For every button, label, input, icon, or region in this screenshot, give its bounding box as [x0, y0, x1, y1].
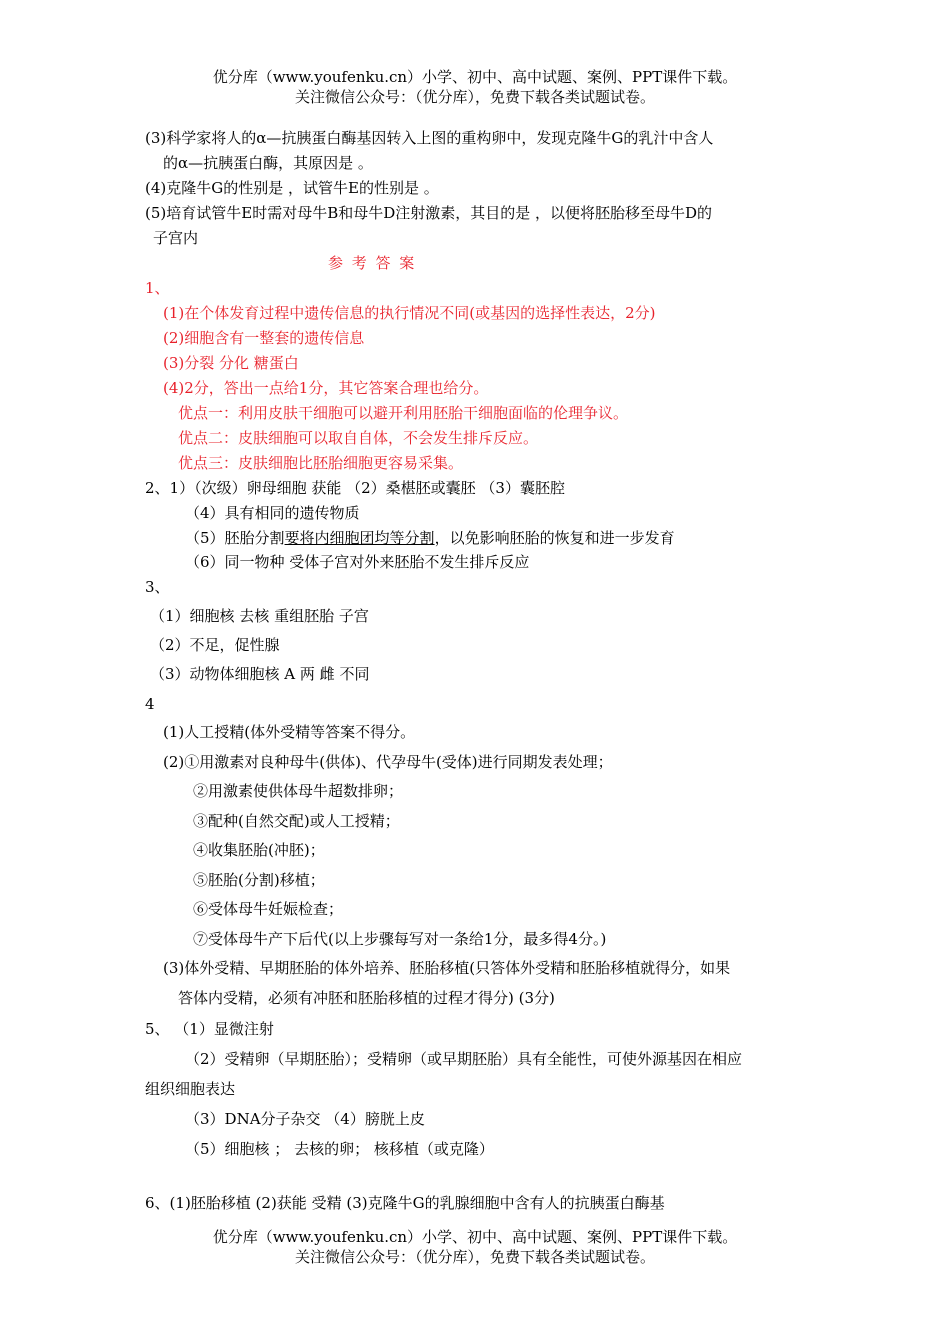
- header-line-2: 关注微信公众号：（优分库），免费下载各类试题试卷。: [294, 88, 655, 106]
- answer-4-part-1: (1)人工授精(体外受精等答案不得分。: [163, 723, 416, 741]
- footer-line-2: 关注微信公众号：（优分库），免费下载各类试题试卷。: [294, 1248, 655, 1266]
- answer-4-step-3: ③配种(自然交配)或人工授精；: [193, 812, 400, 830]
- answer-2-underlined-text: 要将内细胞团均等分割: [284, 529, 435, 547]
- answer-6-line-1: 6、(1)胚胎移植 (2)获能 受精 (3)克隆牛G的乳腺细胞中含有人的抗胰蛋白酶基: [145, 1194, 665, 1212]
- answer-4-step-6: ⑥受体母牛妊娠检查；: [193, 900, 344, 918]
- answer-4-step-5: ⑤胚胎(分割)移植；: [193, 871, 325, 889]
- answer-4-step-4: ④收集胚胎(冲胚)；: [193, 841, 325, 859]
- question-5-line-2: 子宫内: [153, 229, 199, 247]
- answer-1-advantage-3: 优点三：皮肤细胞比胚胎细胞更容易采集。: [178, 454, 464, 472]
- question-3-line-1: (3)科学家将人的α—抗胰蛋白酶基因转入上图的重构卵中，发现克隆牛G的乳汁中含人: [145, 129, 714, 147]
- answer-1-number: 1、: [145, 279, 170, 297]
- answer-2-line-3-prefix: （5）胚胎分割: [185, 529, 285, 547]
- question-3-line-2: 的α—抗胰蛋白酶，其原因是 。: [163, 154, 373, 172]
- question-5-line-1: (5)培育试管牛E时需对母牛B和母牛D注射激素，其目的是 ，以便将胚胎移至母牛D的: [145, 204, 713, 222]
- answer-4-number: 4: [145, 695, 155, 713]
- answer-2-line-1: 2、1）（次级）卵母细胞 获能 （2）桑椹胚或囊胚 （3）囊胚腔: [145, 479, 565, 497]
- answer-5-line-4: （3）DNA分子杂交 （4）膀胱上皮: [185, 1110, 425, 1128]
- answer-1-part-1: (1)在个体发育过程中遗传信息的执行情况不同(或基因的选择性表达，2分): [163, 304, 656, 322]
- answer-3-part-2: （2）不足，促性腺: [150, 636, 280, 654]
- answer-1-advantage-1: 优点一：利用皮肤干细胞可以避开利用胚胎干细胞面临的伦理争议。: [178, 404, 629, 422]
- answer-4-step-7: ⑦受体母牛产下后代(以上步骤每写对一条给1分，最多得4分。): [193, 930, 607, 948]
- answer-1-part-4: (4)2分，答出一点给1分，其它答案合理也给分。: [163, 379, 489, 397]
- answer-3-number: 3、: [145, 578, 170, 596]
- answer-2-line-3-suffix: ，以免影响胚胎的恢复和进一步发育: [434, 529, 675, 547]
- answer-2-line-4: （6）同一物种 受体子宫对外来胚胎不发生排斥反应: [185, 553, 530, 571]
- question-4: (4)克隆牛G的性别是 ，试管牛E的性别是 。: [145, 179, 439, 197]
- answer-5-line-1: 5、 （1）显微注射: [145, 1020, 274, 1038]
- answer-4-part-3-line-1: (3)体外受精、早期胚胎的体外培养、胚胎移植(只答体外受精和胚胎移植就得分，如果: [163, 959, 731, 977]
- answer-1-advantage-2: 优点二：皮肤细胞可以取自自体，不会发生排斥反应。: [178, 429, 539, 447]
- answer-4-part-2: (2)①用激素对良种母牛(供体)、代孕母牛(受体)进行同期发表处理；: [163, 753, 613, 771]
- answer-5-line-3: 组织细胞表达: [145, 1080, 236, 1098]
- answers-title: 参 考 答 案: [328, 254, 417, 272]
- answer-3-part-1: （1）细胞核 去核 重组胚胎 子宫: [150, 607, 369, 625]
- answer-5-line-5: （5）细胞核 ； 去核的卵； 核移植（或克隆）: [185, 1140, 494, 1158]
- answer-1-part-2: (2)细胞含有一整套的遗传信息: [163, 329, 365, 347]
- answer-4-step-2: ②用激素使供体母牛超数排卵；: [193, 782, 404, 800]
- answer-2-line-3: [185, 528, 675, 548]
- answer-3-part-3: （3）动物体细胞核 A 两 雌 不同: [150, 665, 370, 683]
- answer-2-line-2: （4）具有相同的遗传物质: [185, 504, 360, 522]
- header-line-1: 优分库（www.youfenku.cn）小学、初中、高中试题、案例、PPT课件下载。: [212, 68, 738, 86]
- answer-1-part-3: (3)分裂 分化 糖蛋白: [163, 354, 299, 372]
- answer-5-line-2: （2）受精卵（早期胚胎）；受精卵（或早期胚胎）具有全能性，可使外源基因在相应: [185, 1050, 743, 1068]
- footer-line-1: 优分库（www.youfenku.cn）小学、初中、高中试题、案例、PPT课件下载。: [212, 1228, 738, 1246]
- answer-4-part-3-line-2: 答体内受精，必须有冲胚和胚胎移植的过程才得分) (3分): [178, 989, 555, 1007]
